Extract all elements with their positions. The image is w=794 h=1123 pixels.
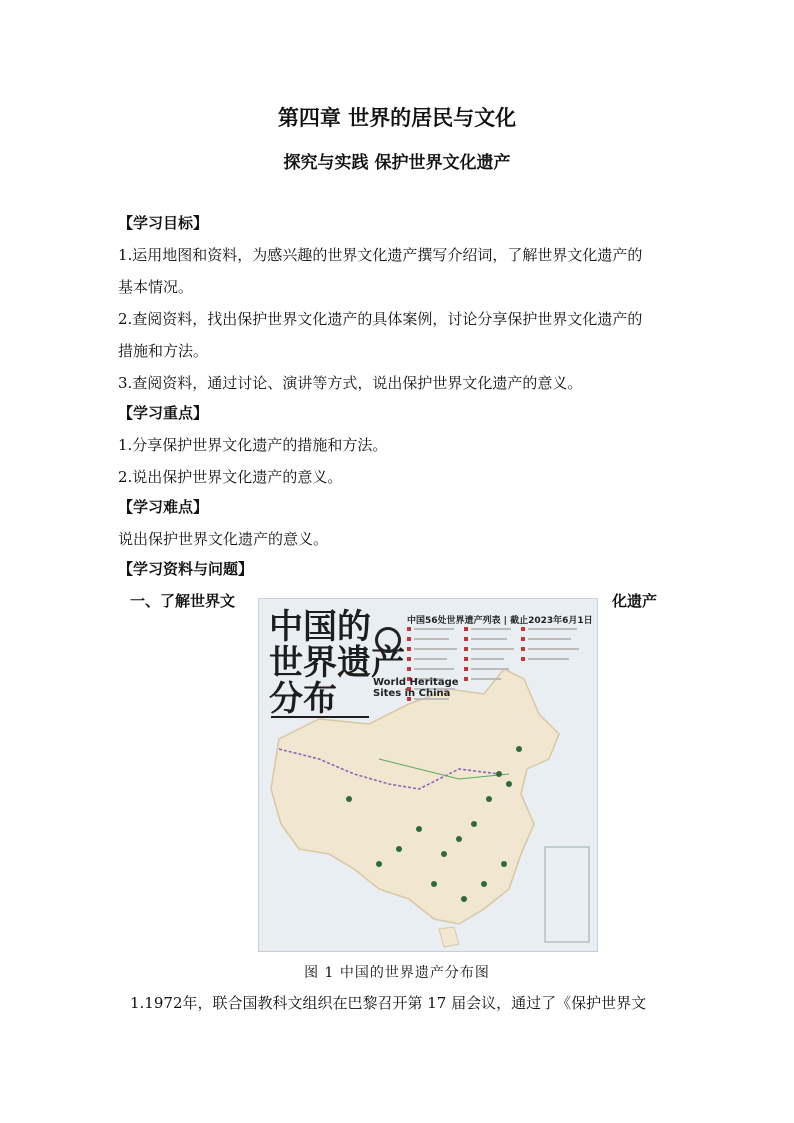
heritage-marker — [416, 826, 422, 832]
difficulty-heading: 【学习难点】 — [118, 498, 209, 516]
heritage-marker — [471, 821, 477, 827]
goal-2-line-1: 2.查阅资料，找出保护世界文化遗产的具体案例，讨论分享保护世界文化遗产的 — [118, 310, 643, 328]
lesson-subtitle: 探究与实践 保护世界文化遗产 — [283, 153, 511, 173]
heritage-marker — [441, 851, 447, 857]
heritage-marker — [481, 881, 487, 887]
part-1-heading-right: 化遗产 — [612, 592, 658, 610]
goals-heading: 【学习目标】 — [118, 214, 209, 232]
south-sea-inset — [545, 847, 589, 942]
map-title-line-3: 分布 — [269, 679, 337, 719]
heritage-marker — [486, 796, 492, 802]
goal-2-line-2: 措施和方法。 — [118, 342, 209, 360]
heritage-marker — [456, 836, 462, 842]
focus-heading: 【学习重点】 — [118, 404, 209, 422]
heritage-marker — [376, 861, 382, 867]
chapter-title: 第四章 世界的居民与文化 — [277, 106, 517, 130]
goal-1-line-2: 基本情况。 — [118, 278, 194, 296]
part-1-heading-left: 一、了解世界文 — [130, 592, 236, 610]
heritage-marker — [461, 896, 467, 902]
heritage-marker — [506, 781, 512, 787]
goal-1-line-1: 1.运用地图和资料，为感兴趣的世界文化遗产撰写介绍词，了解世界文化遗产的 — [118, 246, 643, 264]
hainan-island — [439, 927, 459, 947]
heritage-marker — [346, 796, 352, 802]
figure-caption: 图 1 中国的世界遗产分布图 — [304, 965, 490, 981]
map-title — [269, 609, 405, 717]
heritage-marker — [396, 846, 402, 852]
difficulty-1: 说出保护世界文化遗产的意义。 — [118, 530, 329, 548]
heritage-list-heading: 中国56处世界遗产列表 | 截止2023年6月1日 — [407, 616, 593, 626]
materials-heading: 【学习资料与问题】 — [118, 560, 254, 578]
focus-1: 1.分享保护世界文化遗产的措施和方法。 — [118, 436, 388, 454]
heritage-marker — [516, 746, 522, 752]
goal-3: 3.查阅资料，通过讨论、演讲等方式，说出保护世界文化遗产的意义。 — [118, 374, 583, 392]
map-title-line-2: 世界遗产 — [269, 643, 405, 683]
focus-2: 2.说出保护世界文化遗产的意义。 — [118, 468, 343, 486]
world-heritage-emblem-icon — [375, 627, 401, 653]
map-subtitle — [373, 677, 459, 699]
map-subtitle-line-2: Sites in China — [373, 688, 451, 699]
heritage-marker — [431, 881, 437, 887]
map-title-line-1: 中国的 — [269, 607, 371, 647]
heritage-map-figure — [258, 598, 598, 952]
paragraph-1: 1.1972年，联合国教科文组织在巴黎召开第 17 届会议，通过了《保护世界文 — [130, 994, 647, 1012]
heritage-marker — [501, 861, 507, 867]
map-subtitle-line-1: World Heritage — [373, 677, 459, 688]
heritage-marker — [496, 771, 502, 777]
